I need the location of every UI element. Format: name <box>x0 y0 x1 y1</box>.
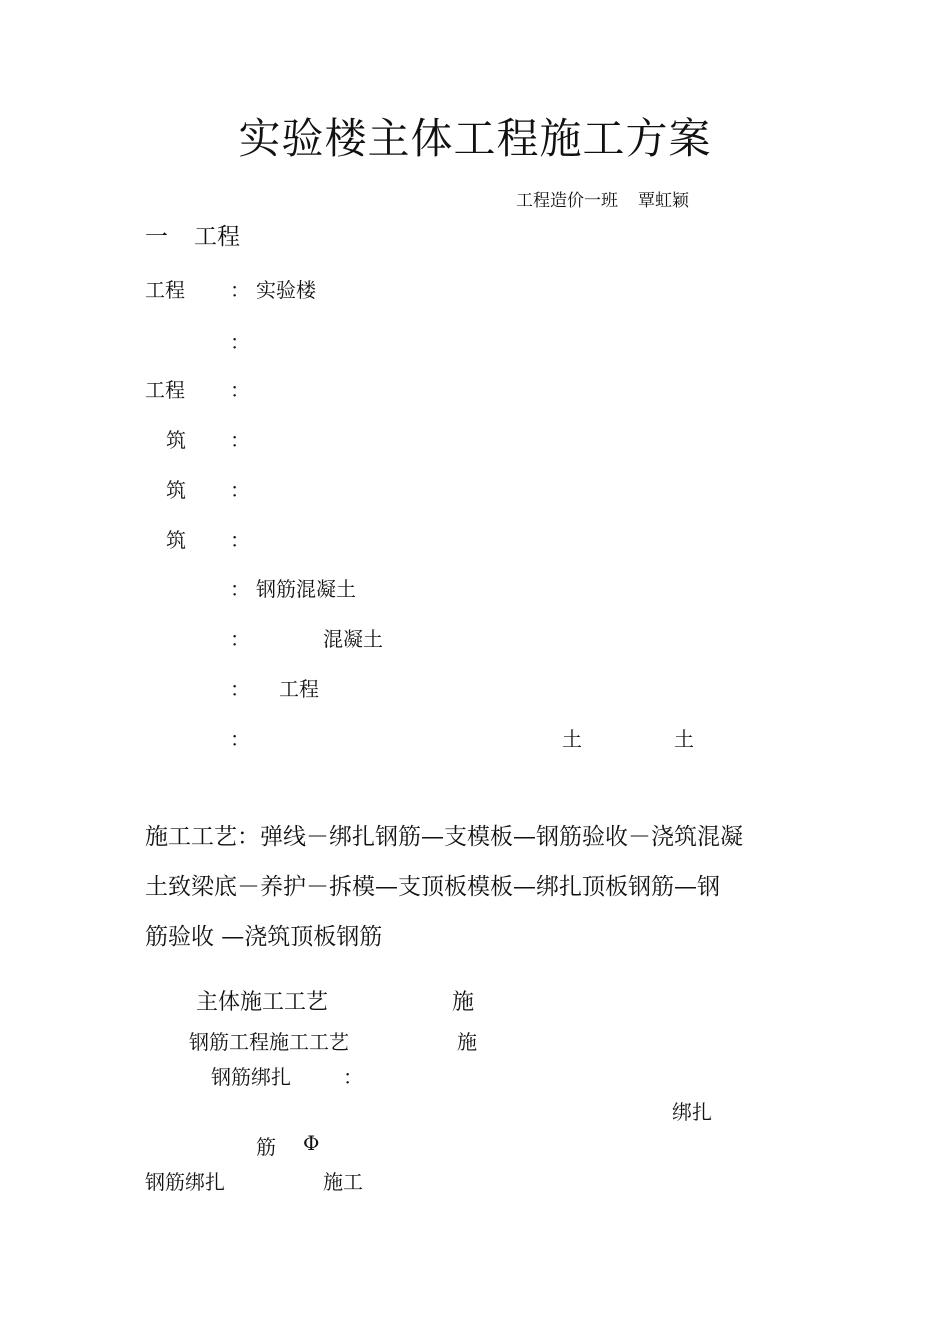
phi-symbol: Φ <box>303 1131 320 1155</box>
info-value-soil-a: 土 <box>562 727 582 751</box>
info-colon: ： <box>230 478 250 502</box>
info-colon: ： <box>230 528 250 552</box>
info-colon: ： <box>230 378 250 402</box>
page-title: 实验楼主体工程施工方案 <box>238 114 712 163</box>
main-process-right: 施 <box>452 990 475 1015</box>
info-label-project: 工程 <box>145 278 185 302</box>
process-line-1: 施工工艺：弹线－绑扎钢筋—支模板—钢筋验收－浇筑混凝 <box>145 824 743 850</box>
rebar-tying-heading: 钢筋绑扎 <box>211 1065 291 1089</box>
rebar-tying-colon: ： <box>343 1065 363 1089</box>
author-line <box>516 186 689 211</box>
info-colon: ： <box>230 278 250 302</box>
info-value-project: 实验楼 <box>256 278 316 302</box>
rebar-process-heading: 钢筋工程施工工艺 <box>189 1030 349 1054</box>
section-heading <box>145 218 240 251</box>
main-process-heading: 主体施工工艺 <box>196 990 329 1015</box>
rebar-process-right: 施 <box>457 1030 477 1054</box>
info-label-building-3: 筑 <box>166 528 186 552</box>
process-paragraph <box>145 812 825 962</box>
info-label-building-1: 筑 <box>166 428 186 452</box>
info-colon: ： <box>230 577 250 601</box>
info-colon: ： <box>230 627 250 651</box>
info-value-structure: 钢筋混凝土 <box>256 577 356 601</box>
rebar-jin-text: 筋 <box>256 1135 276 1159</box>
author-class: 工程造价一班 <box>516 191 618 211</box>
section-label: 工程 <box>194 224 240 250</box>
author-name: 覃虹颖 <box>638 191 689 211</box>
info-label-building-2: 筑 <box>166 478 186 502</box>
info-value-concrete: 混凝土 <box>323 627 383 651</box>
section-number: 一 <box>145 224 168 250</box>
info-colon: ： <box>230 727 250 751</box>
construction-text: 施工 <box>323 1170 363 1194</box>
rebar-tying-2: 钢筋绑扎 <box>145 1170 225 1194</box>
process-line-2: 土致梁底－养护－拆模—支顶板模板—绑扎顶板钢筋—钢 <box>145 874 720 900</box>
process-line-3: 筋验收 —浇筑顶板钢筋 <box>145 924 383 950</box>
tying-right-text: 绑扎 <box>672 1100 712 1124</box>
info-label-project-2: 工程 <box>145 378 185 402</box>
info-colon: ： <box>230 330 250 354</box>
info-colon: ： <box>230 677 250 701</box>
info-colon: ： <box>230 428 250 452</box>
info-value-soil-b: 土 <box>674 727 694 751</box>
info-value-engineering: 工程 <box>279 677 319 701</box>
